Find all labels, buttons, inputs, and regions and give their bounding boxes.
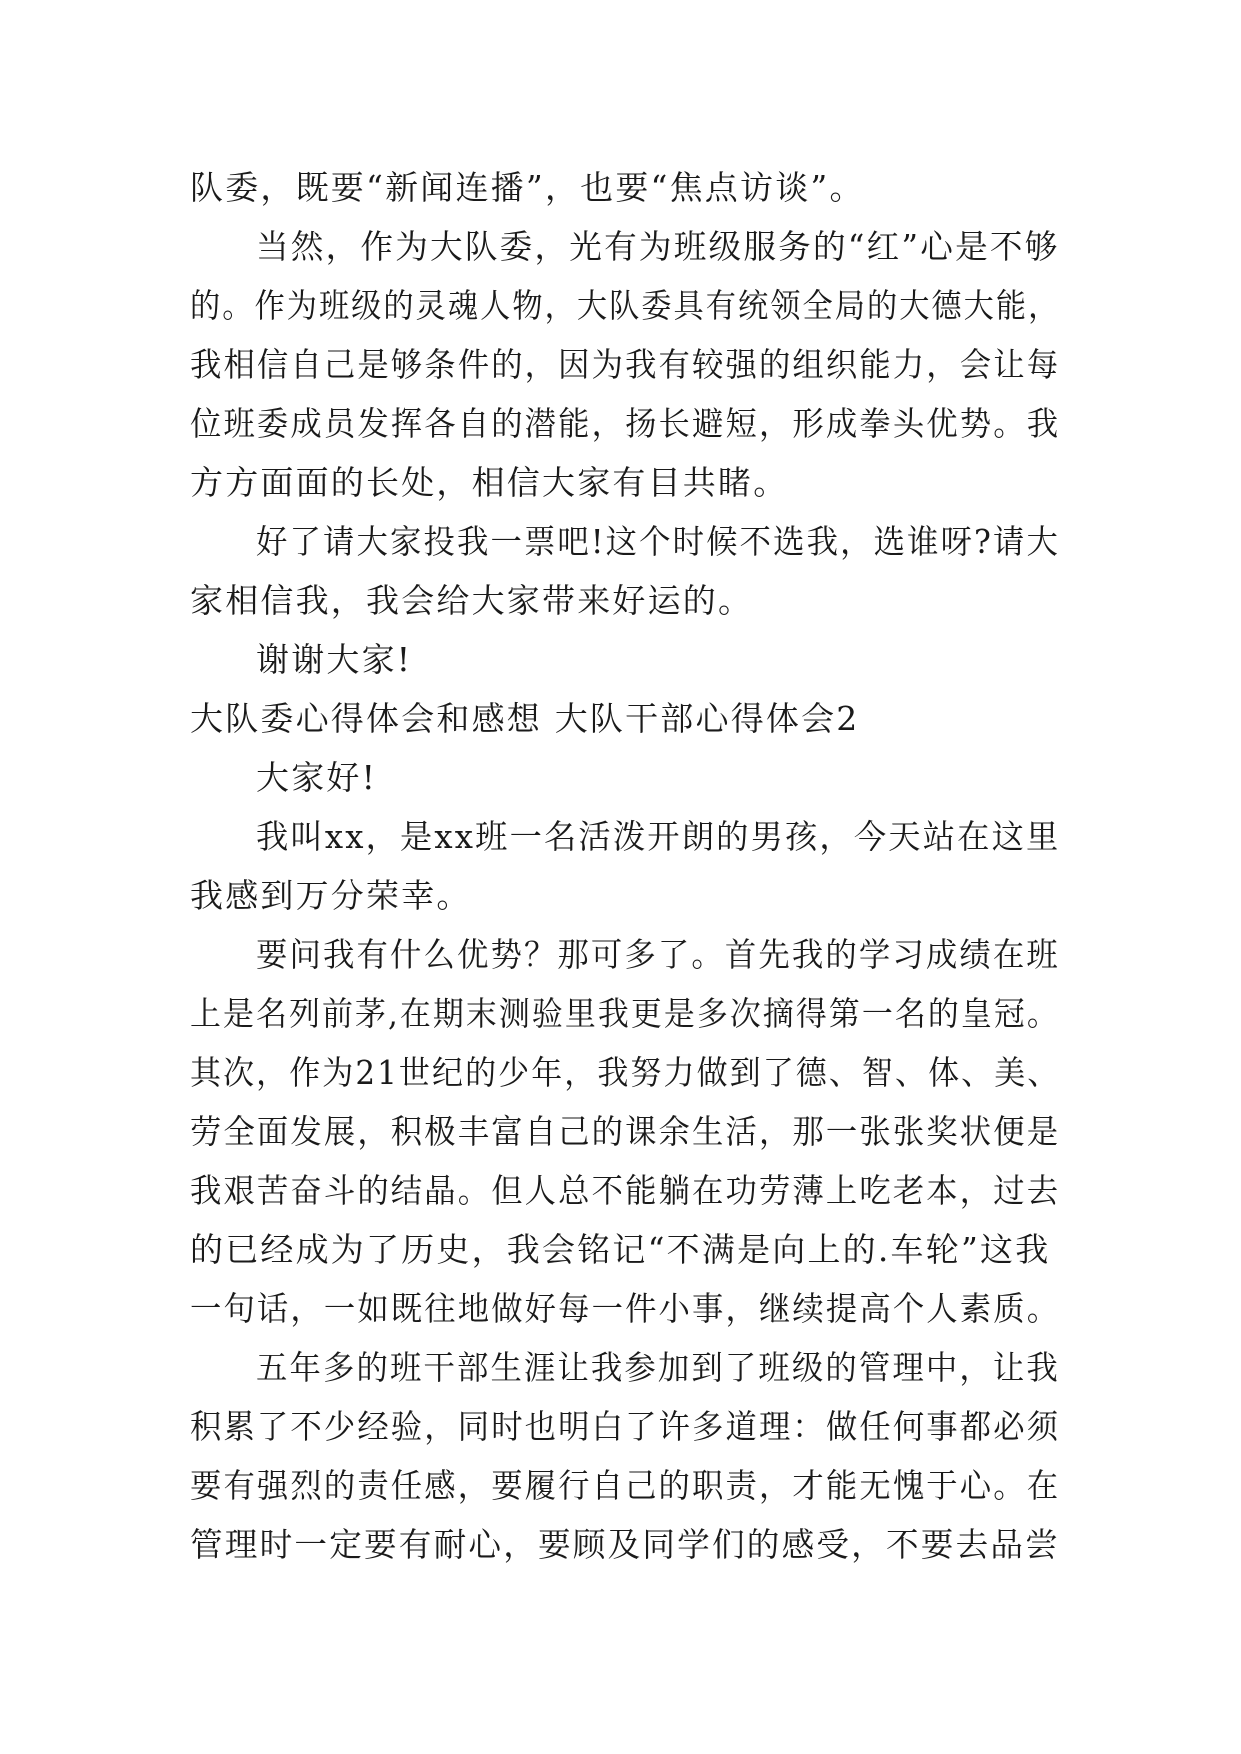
text-line: 一句话，一如既往地做好每一件小事，继续提高个人素质。 [190,1289,1061,1328]
paragraph-first-line: 当然，作为大队委，光有为班级服务的“红”心是不够 [256,227,1060,266]
text-line: 的已经成为了历史，我会铭记“不满是向上的.车轮”这我 [190,1230,1051,1269]
text-line: 要有强烈的责任感，要履行自己的职责，才能无愧于心。在 [190,1466,1061,1505]
text-line: 队委，既要“新闻连播”，也要“焦点访谈”。 [190,168,865,207]
section-heading: 大队委心得体会和感想 大队干部心得体会2 [190,699,860,738]
text-line: 家相信我，我会给大家带来好运的。 [190,581,754,620]
text-line: 方方面面的长处，相信大家有目共睹。 [190,463,789,502]
closing-thanks: 谢谢大家! [256,640,413,679]
text-line: 管理时一定要有耐心，要顾及同学们的感受，不要去品尝 [190,1525,1060,1564]
text-line: 其次，作为21世纪的少年，我努力做到了德、智、体、美、 [190,1053,1061,1092]
text-line: 我艰苦奋斗的结晶。但人总不能躺在功劳薄上吃老本，过去 [190,1171,1061,1210]
paragraph-first-line: 我叫xx，是xx班一名活泼开朗的男孩，今天站在这里 [256,817,1061,856]
text-line: 劳全面发展，积极丰富自己的课余生活，那一张张奖状便是 [190,1112,1061,1151]
text-line: 的。作为班级的灵魂人物，大队委具有统领全局的大德大能， [190,286,1061,325]
paragraph-first-line: 要问我有什么优势？那可多了。首先我的学习成绩在班 [256,935,1060,974]
text-line: 我相信自己是够条件的，因为我有较强的组织能力，会让每 [190,345,1061,384]
paragraph-first-line: 五年多的班干部生涯让我参加到了班级的管理中，让我 [256,1348,1060,1387]
text-line: 我感到万分荣幸。 [190,876,472,915]
greeting: 大家好! [256,758,378,797]
text-line: 积累了不少经验，同时也明白了许多道理：做任何事都必须 [190,1407,1061,1446]
paragraph-first-line: 好了请大家投我一票吧!这个时候不选我，选谁呀?请大 [256,522,1060,561]
text-line: 上是名列前茅,在期末测验里我更是多次摘得第一名的皇冠。 [190,994,1060,1033]
text-line: 位班委成员发挥各自的潜能，扬长避短，形成拳头优势。我 [190,404,1061,443]
